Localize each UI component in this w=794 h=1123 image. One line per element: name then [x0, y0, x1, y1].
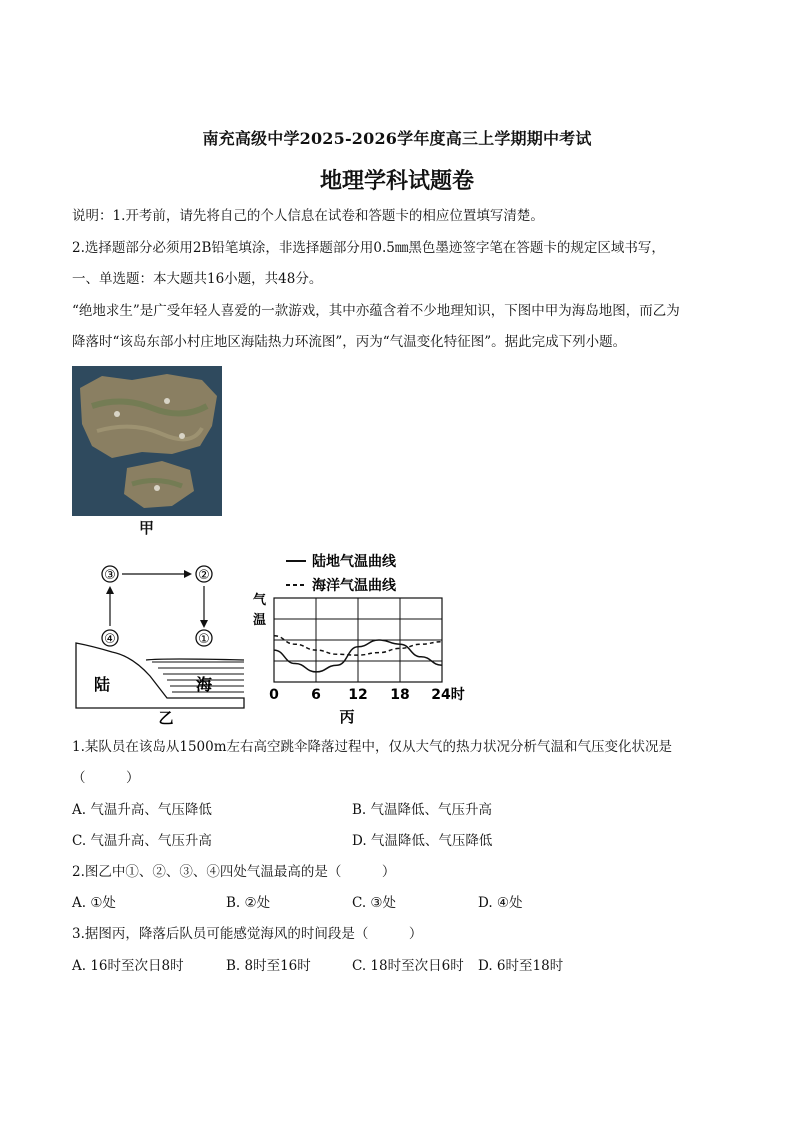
figure-jia-caption: 甲 [139, 519, 155, 537]
instruction-line-2: 2.选择题部分必须用2B铅笔填涂，非选择题部分用0.5㎜黑色墨迹签字笔在答题卡的规定区域书写， [72, 240, 665, 256]
legend-land-label: 陆地气温曲线 [312, 554, 396, 570]
legend-sea-label: 海洋气温曲线 [312, 578, 396, 594]
chart-grid [274, 598, 442, 682]
x-tick-label: 18 [390, 687, 410, 703]
instruction-line-1: 说明：1.开考前，请先将自己的个人信息在试卷和答题卡的相应位置填写清楚。 [72, 208, 544, 224]
passage-line-2: 降落时“该岛东部小村庄地区海陆热力环流图”，丙为“气温变化特征图”。据此完成下列小题。 [72, 334, 627, 350]
point-3-label: ③ [104, 568, 116, 583]
question-1-option-b[interactable]: B. 气温降低、气压升高 [352, 802, 493, 818]
exam-title: 南充高级中学2025-2026学年度高三上学期期中考试 [202, 129, 592, 148]
x-tick-label: 12 [348, 687, 368, 703]
figure-yi [76, 566, 244, 727]
chart-x-ticks [269, 687, 465, 703]
x-tick-label: 6 [311, 687, 321, 703]
question-1-blank: （ ） [72, 770, 140, 786]
question-2-stem: 2.图乙中①、②、③、④四处气温最高的是（ ） [72, 864, 396, 880]
figure-bing [253, 553, 465, 726]
question-1-option-a[interactable]: A. 气温升高、气压降低 [72, 802, 212, 818]
ylabel-char-1: 气 [253, 593, 267, 608]
figure-yi-caption: 乙 [158, 709, 174, 727]
section-heading: 一、单选题：本大题共16小题，共48分。 [72, 271, 323, 287]
question-3-stem: 3.据图丙，降落后队员可能感觉海风的时间段是（ ） [72, 926, 423, 942]
x-tick-label: 0 [269, 687, 279, 703]
question-2-option-c[interactable]: C. ③处 [352, 895, 397, 911]
question-3-option-d[interactable]: D. 6时至18时 [478, 958, 564, 974]
x-tick-label: 24时 [431, 687, 465, 703]
point-2-label: ② [198, 568, 210, 583]
figure-bing-caption: 丙 [339, 708, 355, 726]
island-map-image [72, 366, 222, 516]
question-3-option-b[interactable]: B. 8时至16时 [226, 958, 311, 974]
question-1-option-d[interactable]: D. 气温降低、气压降低 [352, 833, 493, 849]
land-label: 陆 [94, 675, 111, 694]
point-4-label: ④ [104, 632, 116, 647]
question-3-option-c[interactable]: C. 18时至次日6时 [352, 958, 464, 974]
exam-subtitle: 地理学科试题卷 [319, 168, 474, 194]
point-1-label: ① [198, 632, 210, 647]
sea-label: 海 [196, 675, 213, 694]
passage-line-1: “绝地求生”是广受年轻人喜爱的一款游戏，其中亦蕴含着不少地理知识，下图中甲为海岛地图，而乙为 [72, 303, 680, 319]
question-2-option-d[interactable]: D. ④处 [478, 895, 523, 911]
question-3-option-a[interactable]: A. 16时至次日8时 [72, 958, 184, 974]
question-2-option-b[interactable]: B. ②处 [226, 895, 271, 911]
question-1-stem: 1.某队员在该岛从1500m左右高空跳伞降落过程中，仅从大气的热力状况分析气温和气压变化状况是 [72, 739, 673, 755]
circulation-and-temperature-figure [72, 548, 492, 728]
ylabel-char-2: 温 [253, 613, 267, 628]
question-2-option-a[interactable]: A. ①处 [72, 895, 116, 911]
question-1-option-c[interactable]: C. 气温升高、气压升高 [72, 833, 212, 849]
